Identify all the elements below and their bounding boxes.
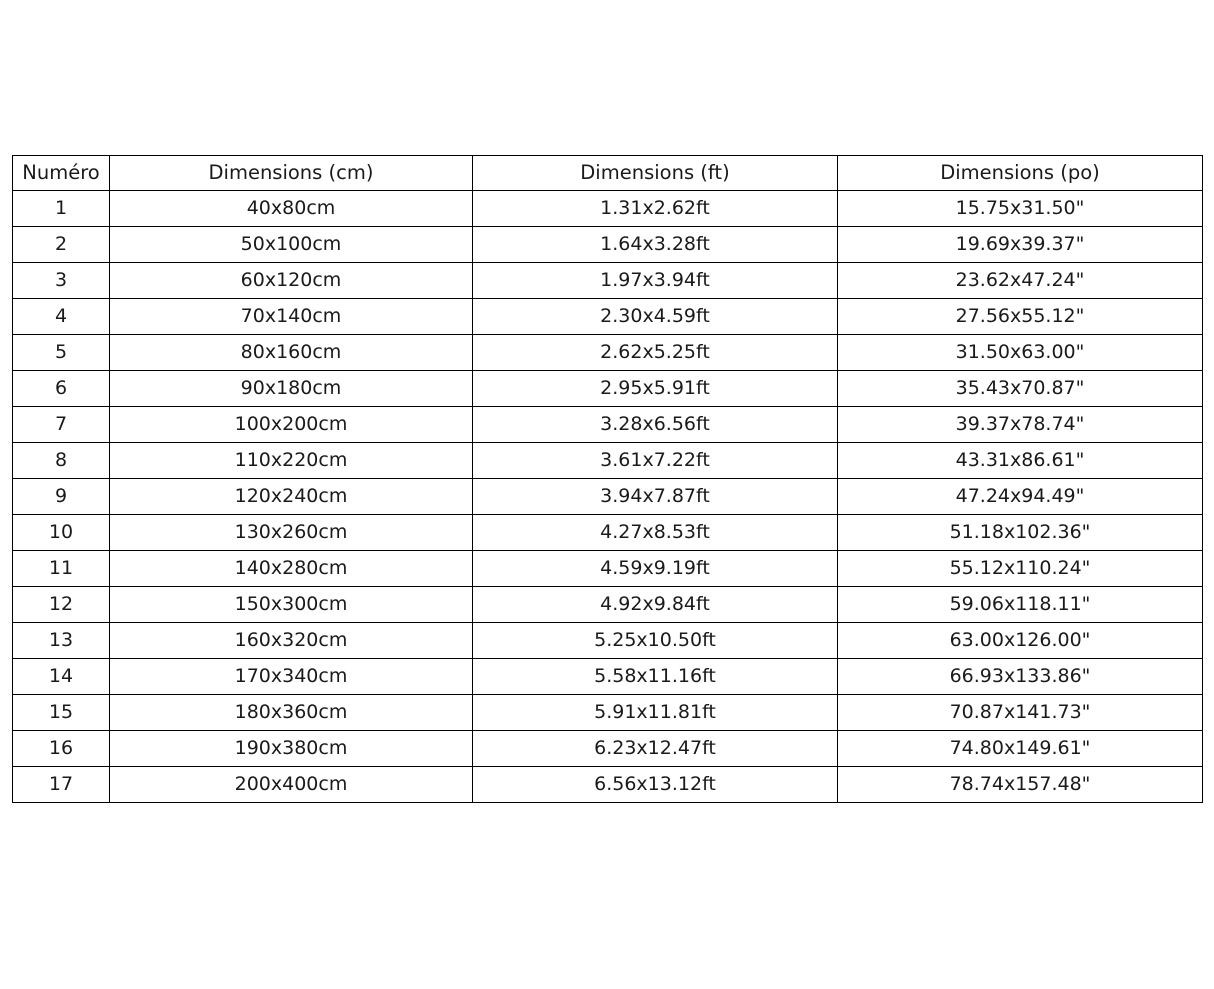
table-row bbox=[13, 334, 1203, 370]
cell-ft: 1.64x3.28ft bbox=[473, 226, 838, 262]
cell-ft: 5.25x10.50ft bbox=[473, 622, 838, 658]
cell-cm: 60x120cm bbox=[110, 262, 473, 298]
cell-cm: 170x340cm bbox=[110, 658, 473, 694]
table-row bbox=[13, 226, 1203, 262]
table-row bbox=[13, 514, 1203, 550]
cell-numero: 13 bbox=[13, 622, 110, 658]
dimensions-table-container bbox=[12, 155, 1202, 803]
cell-cm: 70x140cm bbox=[110, 298, 473, 334]
table-row bbox=[13, 190, 1203, 226]
table-header-row bbox=[13, 156, 1203, 191]
table-row bbox=[13, 658, 1203, 694]
table-row bbox=[13, 622, 1203, 658]
cell-cm: 160x320cm bbox=[110, 622, 473, 658]
cell-cm: 140x280cm bbox=[110, 550, 473, 586]
cell-po: 43.31x86.61" bbox=[838, 442, 1203, 478]
cell-ft: 5.58x11.16ft bbox=[473, 658, 838, 694]
cell-po: 78.74x157.48" bbox=[838, 766, 1203, 802]
table-row bbox=[13, 262, 1203, 298]
table-row bbox=[13, 298, 1203, 334]
cell-numero: 4 bbox=[13, 298, 110, 334]
table-row bbox=[13, 766, 1203, 802]
cell-cm: 130x260cm bbox=[110, 514, 473, 550]
cell-numero: 5 bbox=[13, 334, 110, 370]
cell-cm: 80x160cm bbox=[110, 334, 473, 370]
cell-ft: 3.28x6.56ft bbox=[473, 406, 838, 442]
cell-cm: 190x380cm bbox=[110, 730, 473, 766]
cell-ft: 2.95x5.91ft bbox=[473, 370, 838, 406]
cell-cm: 110x220cm bbox=[110, 442, 473, 478]
table-row bbox=[13, 370, 1203, 406]
cell-numero: 8 bbox=[13, 442, 110, 478]
cell-po: 59.06x118.11" bbox=[838, 586, 1203, 622]
cell-cm: 150x300cm bbox=[110, 586, 473, 622]
cell-numero: 3 bbox=[13, 262, 110, 298]
table-row bbox=[13, 442, 1203, 478]
cell-ft: 1.97x3.94ft bbox=[473, 262, 838, 298]
cell-ft: 6.23x12.47ft bbox=[473, 730, 838, 766]
column-header-numero: Numéro bbox=[13, 156, 110, 191]
table-body bbox=[13, 190, 1203, 802]
table-row bbox=[13, 406, 1203, 442]
cell-po: 39.37x78.74" bbox=[838, 406, 1203, 442]
cell-po: 63.00x126.00" bbox=[838, 622, 1203, 658]
table-row bbox=[13, 694, 1203, 730]
cell-po: 66.93x133.86" bbox=[838, 658, 1203, 694]
table-row bbox=[13, 730, 1203, 766]
cell-ft: 3.61x7.22ft bbox=[473, 442, 838, 478]
cell-po: 51.18x102.36" bbox=[838, 514, 1203, 550]
table-row bbox=[13, 550, 1203, 586]
dimensions-table bbox=[12, 155, 1203, 803]
cell-numero: 11 bbox=[13, 550, 110, 586]
cell-ft: 4.27x8.53ft bbox=[473, 514, 838, 550]
cell-cm: 50x100cm bbox=[110, 226, 473, 262]
cell-po: 35.43x70.87" bbox=[838, 370, 1203, 406]
cell-po: 31.50x63.00" bbox=[838, 334, 1203, 370]
column-header-dimensions-cm: Dimensions (cm) bbox=[110, 156, 473, 191]
cell-cm: 180x360cm bbox=[110, 694, 473, 730]
cell-numero: 9 bbox=[13, 478, 110, 514]
cell-cm: 100x200cm bbox=[110, 406, 473, 442]
cell-ft: 3.94x7.87ft bbox=[473, 478, 838, 514]
cell-po: 70.87x141.73" bbox=[838, 694, 1203, 730]
table-row bbox=[13, 586, 1203, 622]
cell-numero: 17 bbox=[13, 766, 110, 802]
cell-ft: 2.62x5.25ft bbox=[473, 334, 838, 370]
cell-numero: 14 bbox=[13, 658, 110, 694]
table-row bbox=[13, 478, 1203, 514]
cell-po: 19.69x39.37" bbox=[838, 226, 1203, 262]
cell-cm: 200x400cm bbox=[110, 766, 473, 802]
cell-numero: 2 bbox=[13, 226, 110, 262]
cell-ft: 4.59x9.19ft bbox=[473, 550, 838, 586]
cell-po: 55.12x110.24" bbox=[838, 550, 1203, 586]
cell-ft: 2.30x4.59ft bbox=[473, 298, 838, 334]
column-header-dimensions-ft: Dimensions (ft) bbox=[473, 156, 838, 191]
cell-numero: 10 bbox=[13, 514, 110, 550]
cell-ft: 5.91x11.81ft bbox=[473, 694, 838, 730]
cell-ft: 6.56x13.12ft bbox=[473, 766, 838, 802]
cell-po: 23.62x47.24" bbox=[838, 262, 1203, 298]
cell-numero: 7 bbox=[13, 406, 110, 442]
cell-cm: 40x80cm bbox=[110, 190, 473, 226]
cell-numero: 16 bbox=[13, 730, 110, 766]
cell-po: 47.24x94.49" bbox=[838, 478, 1203, 514]
cell-po: 15.75x31.50" bbox=[838, 190, 1203, 226]
cell-po: 74.80x149.61" bbox=[838, 730, 1203, 766]
column-header-dimensions-po: Dimensions (po) bbox=[838, 156, 1203, 191]
cell-ft: 1.31x2.62ft bbox=[473, 190, 838, 226]
cell-numero: 1 bbox=[13, 190, 110, 226]
cell-numero: 12 bbox=[13, 586, 110, 622]
cell-numero: 15 bbox=[13, 694, 110, 730]
cell-numero: 6 bbox=[13, 370, 110, 406]
cell-ft: 4.92x9.84ft bbox=[473, 586, 838, 622]
cell-cm: 90x180cm bbox=[110, 370, 473, 406]
cell-cm: 120x240cm bbox=[110, 478, 473, 514]
table-header bbox=[13, 156, 1203, 191]
cell-po: 27.56x55.12" bbox=[838, 298, 1203, 334]
